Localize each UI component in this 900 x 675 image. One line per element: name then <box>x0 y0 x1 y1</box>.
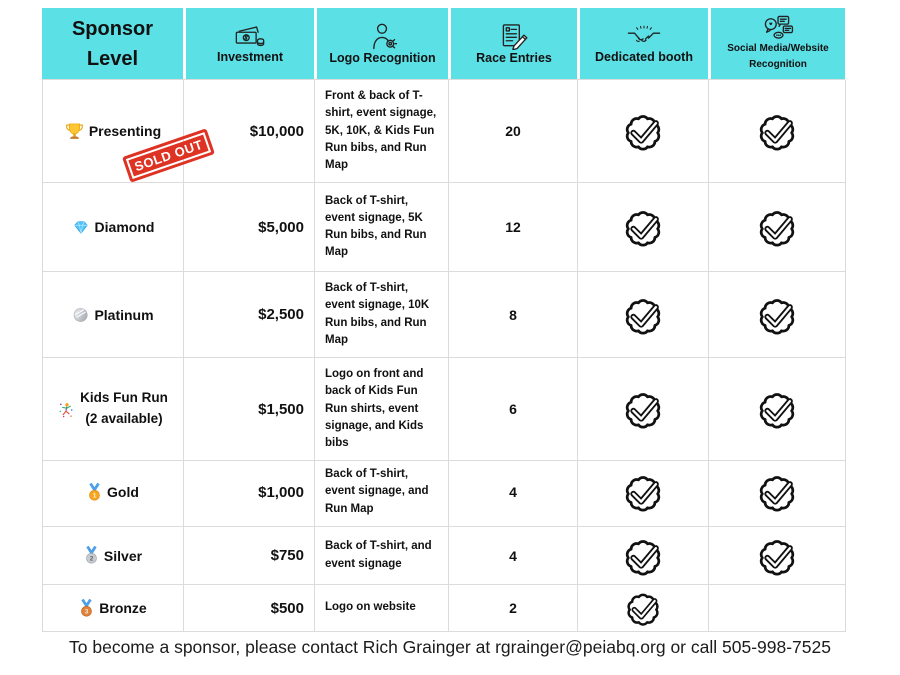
investment-cell: $500 <box>184 585 315 632</box>
header-label: Social Media/Website Recognition <box>727 42 829 70</box>
document-pen-icon <box>499 23 529 50</box>
dedicated-booth-cell <box>578 585 709 632</box>
investment-cell: $750 <box>184 527 315 585</box>
social-media-cell <box>709 585 846 632</box>
check-badge-icon <box>621 387 665 431</box>
logo-recognition-cell: Logo on website <box>315 585 449 632</box>
check-badge-icon <box>621 470 665 514</box>
logo-recognition-cell: Front & back of T-shirt, event signage, 5K, 10K, & Kids Fun Run bibs, and Run Map <box>315 80 449 183</box>
social-media-cell <box>709 458 846 527</box>
level-cell <box>43 183 184 272</box>
social-media-cell <box>709 358 846 461</box>
trophy-icon <box>65 122 84 141</box>
check-badge-icon <box>755 534 799 578</box>
dedicated-booth-cell <box>578 358 709 461</box>
header-label: Logo Recognition <box>329 50 436 65</box>
svg-text:1: 1 <box>92 492 97 500</box>
check-badge-icon <box>755 470 799 514</box>
header-sponsor-level <box>42 8 183 79</box>
platinum-disc-icon <box>72 306 89 323</box>
table-body <box>42 79 845 632</box>
level-cell <box>43 358 184 461</box>
investment-cell: $10,000 <box>184 80 315 183</box>
header-label: Race Entries <box>476 50 552 65</box>
level-cell <box>43 527 184 585</box>
dedicated-booth-cell <box>578 458 709 527</box>
race-entries-cell: 6 <box>449 358 578 461</box>
dedicated-booth-cell <box>578 527 709 585</box>
svg-text:3: 3 <box>84 608 89 616</box>
race-entries-cell: 2 <box>449 585 578 632</box>
investment-cell: $1,500 <box>184 358 315 461</box>
check-badge-icon <box>621 293 665 337</box>
check-badge-icon <box>621 205 665 249</box>
level-cell <box>43 585 184 632</box>
logo-recognition-cell: Back of T-shirt, event signage, and Run Map <box>315 458 449 527</box>
social-media-cell <box>709 183 846 272</box>
check-badge-icon <box>755 387 799 431</box>
race-entries-cell: 20 <box>449 80 578 183</box>
confetti-kid-icon <box>58 401 75 418</box>
social-media-cell <box>709 527 846 585</box>
level-cell <box>43 80 205 183</box>
header-social-media <box>708 8 845 79</box>
table-row-silver <box>42 527 845 585</box>
investment-cell: $1,000 <box>184 458 315 527</box>
svg-text:2: 2 <box>89 555 94 563</box>
race-entries-cell: 4 <box>449 458 578 527</box>
sponsorship-table <box>42 8 845 632</box>
check-badge-icon <box>621 534 665 578</box>
level-label: Bronze <box>99 600 147 616</box>
level-cell <box>43 458 184 527</box>
table-row-gold <box>42 458 845 527</box>
level-label: Presenting <box>88 123 162 140</box>
race-entries-cell: 4 <box>449 527 578 585</box>
logo-recognition-cell: Back of T-shirt, and event signage <box>315 527 449 585</box>
silver-medal-icon <box>84 546 99 565</box>
table-row-platinum <box>42 272 845 358</box>
check-badge-icon <box>755 109 799 153</box>
logo-recognition-cell: Logo on front and back of Kids Fun Run shirts, event signage, and Kids bibs <box>315 358 449 461</box>
level-label: Gold <box>107 484 139 500</box>
header-label: Sponsor Level <box>71 17 154 70</box>
dedicated-booth-cell <box>578 272 709 358</box>
bronze-medal-icon <box>79 599 94 618</box>
dedicated-booth-cell <box>578 80 709 183</box>
header-investment <box>183 8 314 79</box>
diamond-icon <box>72 220 90 235</box>
check-badge-icon <box>623 588 663 628</box>
level-note: (2 available) <box>85 411 163 427</box>
header-label: Investment <box>217 50 283 64</box>
logo-recognition-cell: Back of T-shirt, event signage, 10K Run bibs, and Run Map <box>315 272 449 358</box>
level-cell <box>43 272 184 358</box>
money-icon <box>234 23 266 49</box>
race-entries-cell: 8 <box>449 272 578 358</box>
logo-recognition-cell: Back of T-shirt, event signage, 5K Run bibs, and Run Map <box>315 183 449 272</box>
header-logo-recognition <box>314 8 448 79</box>
table-header-row <box>42 8 845 79</box>
header-dedicated-booth <box>577 8 708 79</box>
social-media-cell <box>709 80 846 183</box>
investment-cell: $5,000 <box>184 183 315 272</box>
chat-bubbles-icon <box>763 15 794 40</box>
level-label: Silver <box>103 547 143 564</box>
check-badge-icon <box>621 109 665 153</box>
check-badge-icon <box>755 205 799 249</box>
level-label: Platinum <box>94 306 154 323</box>
person-badge-icon <box>368 23 398 50</box>
investment-cell: $2,500 <box>184 272 315 358</box>
table-row-presenting <box>42 80 845 183</box>
contact-footer: To become a sponsor, please contact Rich Grainger at rgrainger@peiabq.org or call 505-998-7525 <box>69 637 831 657</box>
header-race-entries <box>448 8 577 79</box>
sold-out-stamp: SOLD OUT <box>122 128 215 183</box>
table-row-bronze <box>42 585 845 632</box>
check-badge-icon <box>755 293 799 337</box>
level-label: Kids Fun Run (2 available) <box>80 388 168 430</box>
race-entries-cell: 12 <box>449 183 578 272</box>
gold-medal-icon <box>87 483 102 502</box>
level-label: Diamond <box>94 219 155 235</box>
dedicated-booth-cell <box>578 183 709 272</box>
handshake-icon <box>627 24 661 49</box>
table-row-diamond <box>42 183 845 272</box>
social-media-cell <box>709 272 846 358</box>
header-label: Dedicated booth <box>595 49 693 64</box>
table-row-kids-fun-run <box>42 358 845 458</box>
